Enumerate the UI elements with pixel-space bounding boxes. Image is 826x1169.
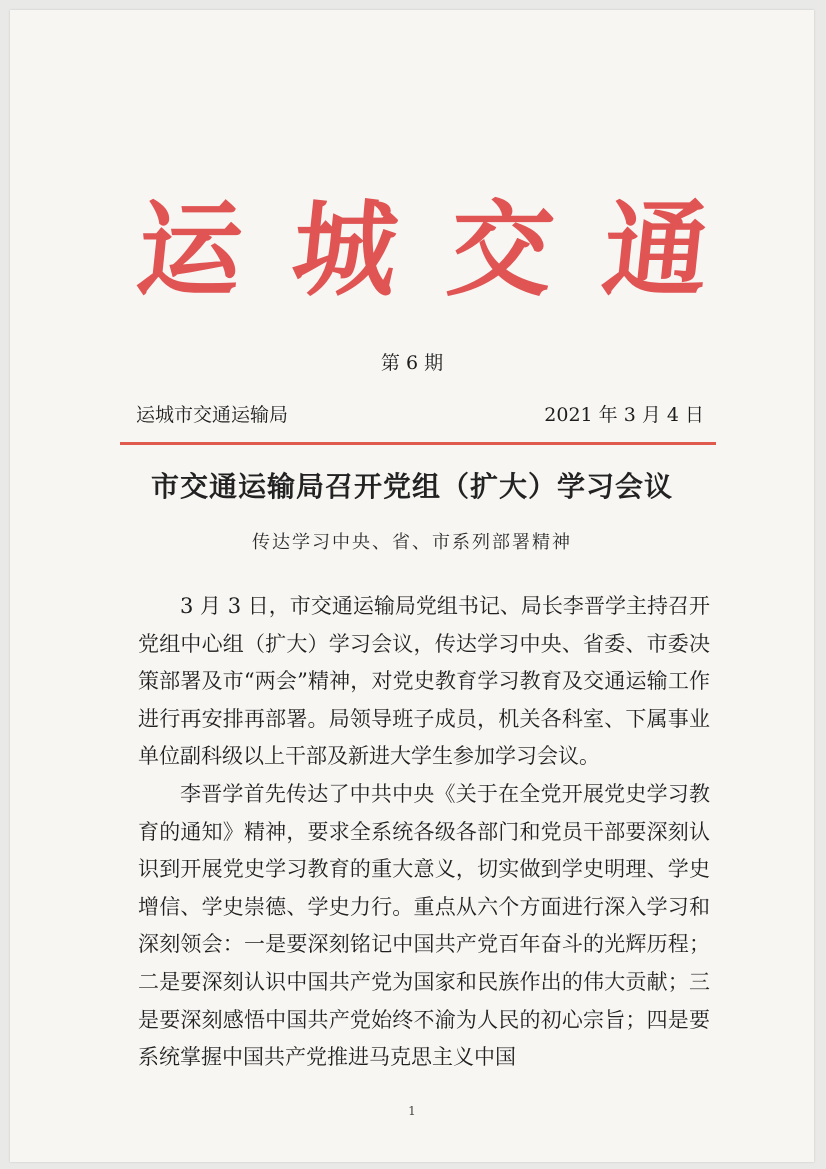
article-title: 市交通运输局召开党组（扩大）学习会议 [150, 470, 673, 503]
issuer-name: 运城市交通运输局 [136, 404, 289, 426]
issue-date: 2021 年 3 月 4 日 [544, 404, 704, 426]
issue-number: 第 6 期 [380, 352, 444, 374]
document-page [10, 10, 814, 1162]
masthead-char: 运 [131, 188, 249, 311]
masthead [131, 188, 715, 311]
masthead-char: 城 [286, 188, 404, 311]
paragraph: 李晋学首先传达了中共中央《关于在全党开展党史学习教育的通知》精神，要求全系统各级各部门和党员干部要深刻认识到开展党史学习教育的重大意义，切实做到学史明理、学史增信、学史崇德、学史力行。重点从六个方面进行深入学习和深刻领会：一是要深刻铭记中国共产党百年奋斗的光辉历程；二是要深刻认识中国共产党为国家和民族作出的伟大贡献；三是要深刻感悟中国共产党始终不渝为人民的初心宗旨；四是要系统掌握中国共产党推进马克思主义中国 [138, 781, 710, 1070]
red-divider [120, 442, 716, 445]
article-subtitle: 传达学习中央、省、市系列部署精神 [252, 532, 572, 553]
article-body [138, 588, 710, 1077]
masthead-char: 交 [442, 188, 560, 311]
page-number: 1 [408, 1104, 416, 1118]
paragraph: 3 月 3 日，市交通运输局党组书记、局长李晋学主持召开党组中心组（扩大）学习会议，传达学习中央、省委、市委决策部署及市“两会”精神，对党史教育学习教育及交通运输工作进行再安排再部署。局领导班子成员，机关各科室、下属事业单位副科级以上干部及新进大学生参加学习会议。 [138, 594, 710, 769]
masthead-char: 通 [597, 188, 715, 311]
